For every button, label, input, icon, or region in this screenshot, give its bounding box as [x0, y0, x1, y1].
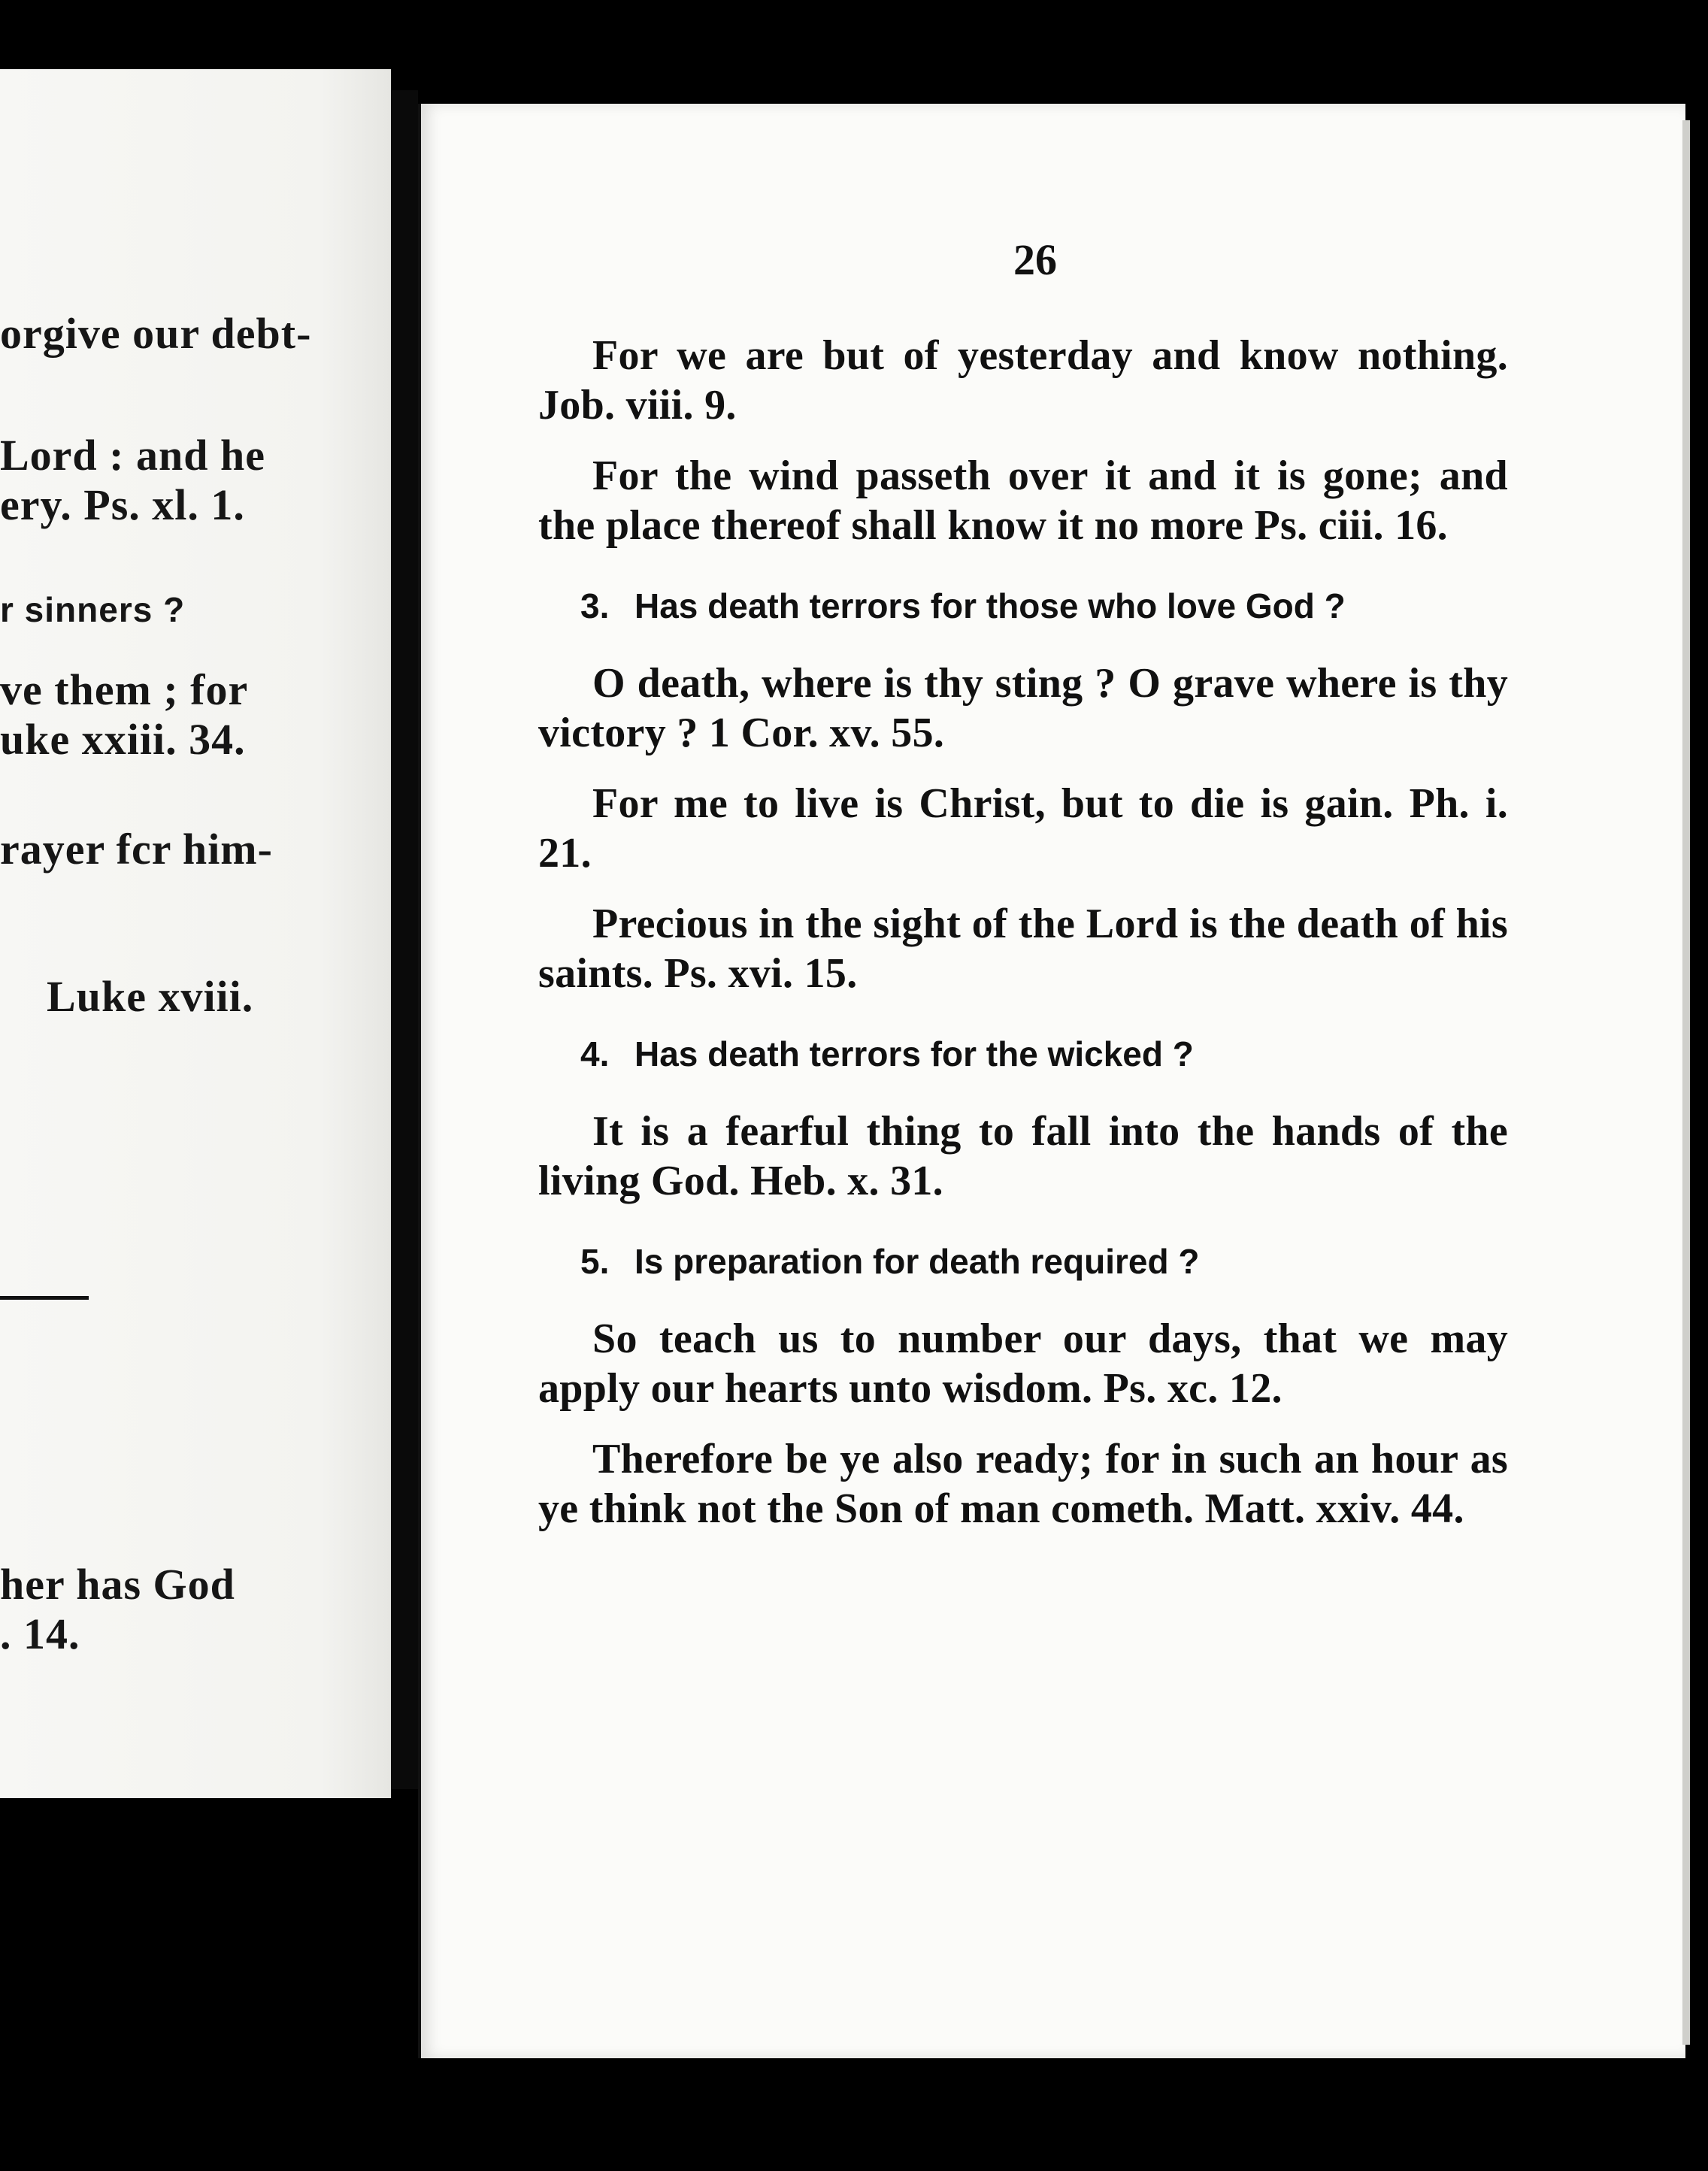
page-content — [538, 331, 1508, 1555]
page-edge — [1682, 120, 1690, 2045]
scripture-verse: For we are but of yesterday and know nothing. Job. viii. 9. — [538, 332, 1508, 428]
question-text: Has death terrors for those who love God ? — [634, 586, 1346, 625]
catechism-question — [580, 1031, 1508, 1076]
left-page-line: ve them ; for — [0, 665, 249, 714]
book-spine — [391, 90, 418, 1789]
question-number: 4. — [580, 1034, 610, 1073]
scripture-verse: O death, where is thy sting ? O grave where is thy victory ? 1 Cor. xv. 55. — [538, 660, 1508, 756]
scripture-verse: For the wind passeth over it and it is gone; and the place thereof shall know it no more Ps. ciii. 16. — [538, 453, 1508, 549]
question-number: 3. — [580, 586, 610, 625]
left-page-line: . 14. — [0, 1609, 80, 1658]
left-page-line: rayer fcr him- — [0, 825, 273, 874]
left-page — [0, 69, 391, 1798]
question-number: 5. — [580, 1242, 610, 1281]
left-page-line: r sinners ? — [0, 590, 186, 629]
scripture-verse: It is a fearful thing to fall into the hands of the living God. Heb. x. 31. — [538, 1108, 1508, 1204]
question-text: Has death terrors for the wicked ? — [634, 1034, 1194, 1073]
scripture-verse: Therefore be ye also ready; for in such an hour as ye think not the Son of man cometh. Matt. xxiv. 44. — [538, 1436, 1508, 1532]
question-text: Is preparation for death required ? — [634, 1242, 1200, 1281]
left-page-line: Lord : and he — [0, 431, 266, 480]
scripture-verse: Precious in the sight of the Lord is the death of his saints. Ps. xvi. 15. — [538, 901, 1508, 997]
scripture-verse: So teach us to number our days, that we may apply our hearts unto wisdom. Ps. xc. 12. — [538, 1316, 1508, 1412]
left-page-line: ery. Ps. xl. 1. — [0, 480, 245, 529]
catechism-question — [580, 583, 1508, 628]
scripture-verse: For me to live is Christ, but to die is gain. Ph. i. 21. — [538, 780, 1508, 877]
left-page-line: Luke xviii. — [47, 972, 254, 1021]
left-page-line: uke xxiii. 34. — [0, 715, 246, 764]
catechism-question — [580, 1239, 1508, 1284]
left-page-line: her has God — [0, 1560, 235, 1609]
left-page-line: orgive our debt- — [0, 309, 312, 358]
page-number: 26 — [1013, 235, 1057, 284]
section-rule — [0, 1296, 89, 1300]
